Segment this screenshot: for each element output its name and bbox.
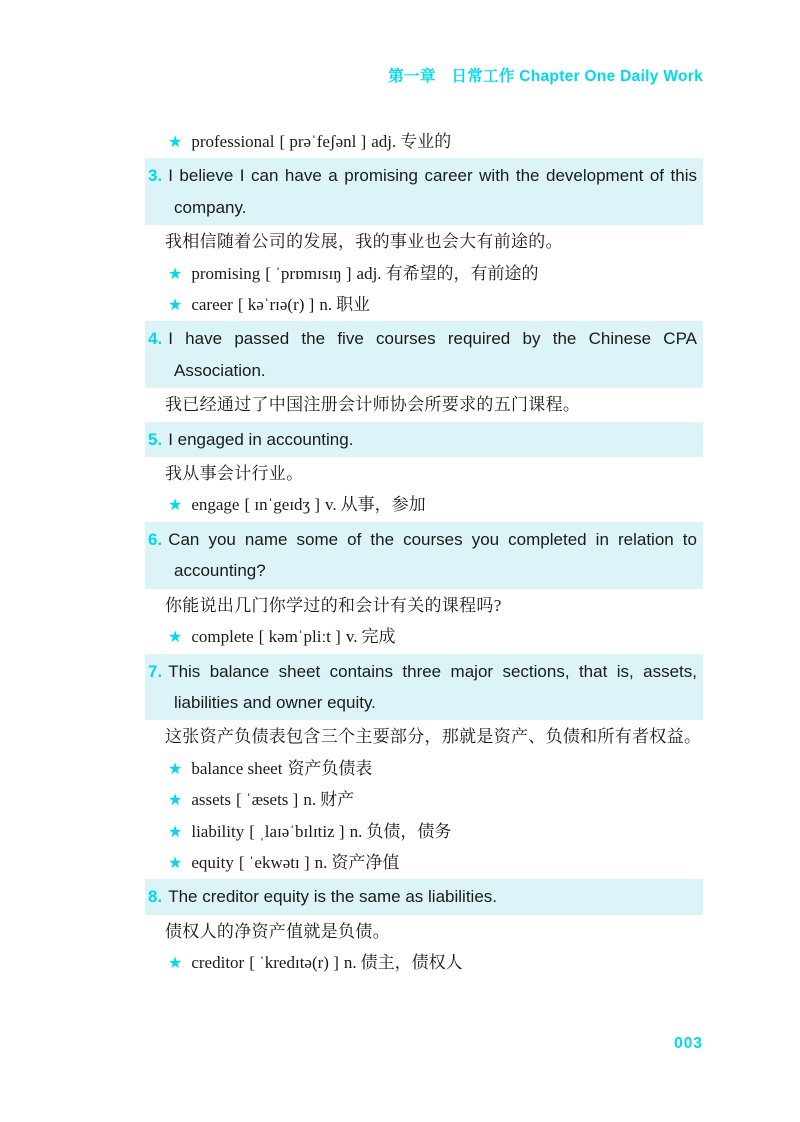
example-sentence — [145, 522, 703, 589]
vocab-meaning: 职业 — [336, 295, 371, 315]
star-icon: ★ — [168, 852, 183, 872]
vocab-pos: adj. — [371, 132, 397, 151]
vocab-entry — [145, 289, 703, 320]
vocab-entry — [145, 784, 703, 815]
sentence-text: The creditor equity is the same as liabilities. — [168, 887, 497, 907]
vocab-pos: adj. — [356, 263, 382, 283]
vocab-phonetic: [ ˈkredɪtə(r) ] — [249, 953, 339, 973]
vocab-word: promising — [191, 263, 261, 283]
vocab-phonetic: [ kəˈrɪə(r) ] — [237, 295, 315, 315]
example-sentence — [145, 654, 703, 721]
vocab-meaning: 从事，参加 — [340, 495, 426, 515]
sentence-text: Can you name some of the courses you completed in relation to accounting? — [168, 529, 697, 581]
vocab-phonetic: [ ɪnˈgeɪdʒ ] — [244, 495, 321, 515]
vocab-meaning: 财产 — [320, 790, 355, 810]
sentence-translation: 我已经通过了中国注册会计师协会所要求的五门课程。 — [165, 395, 581, 415]
sentence-text: This balance sheet contains three major sections, that is, assets, liabilities and owner equity. — [168, 661, 697, 712]
sentence-translation: 这张资产负债表包含三个主要部分，那就是资产、负债和所有者权益。 — [165, 727, 702, 747]
sentence-translation: 你能说出几门你学过的和会计有关的课程吗? — [165, 595, 502, 615]
vocab-word: assets — [191, 790, 232, 810]
vocab-word: liability — [191, 821, 245, 841]
vocab-entry — [145, 947, 703, 978]
sentence-number: 6. — [148, 529, 163, 549]
vocab-entry — [145, 847, 703, 878]
vocab-phonetic: [ ˈekwətɪ ] — [238, 852, 310, 872]
sentence-text: I have passed the five courses required by the Chinese CPA Association. — [168, 329, 697, 380]
vocab-pos: n. — [319, 295, 333, 315]
vocab-entry — [145, 621, 703, 652]
vocab-pos: n. — [314, 852, 328, 872]
star-icon: ★ — [168, 495, 183, 515]
sentence-translation: 我相信随着公司的发展，我的事业也会大有前途的。 — [165, 232, 563, 252]
star-icon: ★ — [168, 132, 183, 151]
vocab-entry — [145, 126, 703, 157]
sentence-text: I believe I can have a promising career with the development of this company. — [168, 166, 697, 217]
example-sentence — [145, 422, 703, 457]
star-icon: ★ — [168, 821, 183, 841]
example-sentence — [145, 158, 703, 225]
example-sentence — [145, 879, 703, 914]
vocab-word: professional — [191, 132, 275, 151]
vocab-meaning: 资产净值 — [331, 852, 400, 872]
chapter-header: 第一章 日常工作 Chapter One Daily Work — [388, 68, 703, 85]
star-icon: ★ — [168, 263, 183, 283]
vocab-word: career — [191, 295, 233, 315]
vocab-meaning: 完成 — [361, 627, 396, 647]
vocab-entry — [145, 258, 703, 289]
vocab-pos: n. — [303, 790, 317, 810]
star-icon: ★ — [168, 790, 183, 810]
vocab-pos: v. — [325, 495, 337, 515]
vocab-word: equity — [191, 852, 234, 872]
sentence-translation: 债权人的净资产值就是负债。 — [165, 921, 390, 941]
page-number: 003 — [674, 1035, 703, 1052]
vocab-meaning: 负债，债务 — [366, 821, 452, 841]
vocab-phonetic: [ ˌlaɪəˈbɪlɪtiz ] — [249, 821, 345, 841]
sentence-number: 5. — [148, 429, 163, 449]
vocab-word: creditor — [191, 953, 245, 973]
vocab-pos: v. — [345, 627, 358, 647]
vocab-pos: n. — [349, 821, 363, 841]
star-icon: ★ — [168, 295, 183, 315]
vocab-pos: n. — [343, 953, 357, 973]
vocab-word: balance sheet — [191, 758, 283, 778]
star-icon: ★ — [168, 758, 183, 778]
vocab-phonetic: [ ˈæsets ] — [236, 790, 299, 810]
star-icon: ★ — [168, 627, 183, 647]
vocab-word: complete — [191, 627, 254, 647]
vocab-meaning: 资产负债表 — [287, 758, 373, 778]
page-content — [145, 126, 703, 979]
vocab-meaning: 专业的 — [400, 132, 452, 151]
star-icon: ★ — [168, 953, 183, 973]
sentence-text: I engaged in accounting. — [168, 429, 354, 449]
sentence-number: 3. — [148, 166, 163, 186]
sentence-number: 7. — [148, 661, 163, 681]
example-sentence — [145, 321, 703, 388]
vocab-entry — [145, 816, 703, 847]
vocab-entry — [145, 753, 703, 784]
sentence-number: 8. — [148, 887, 163, 907]
vocab-phonetic: [ ˈprɒmɪsɪŋ ] — [265, 263, 352, 283]
sentence-translation: 我从事会计行业。 — [165, 464, 304, 484]
vocab-entry — [145, 489, 703, 520]
vocab-meaning: 债主，债权人 — [360, 953, 463, 973]
vocab-phonetic: [ prəˈfeʃənl ] — [279, 132, 367, 151]
sentence-number: 4. — [148, 329, 163, 349]
vocab-meaning: 有希望的，有前途的 — [385, 263, 539, 283]
vocab-phonetic: [ kəmˈpliːt ] — [258, 627, 341, 647]
vocab-word: engage — [191, 495, 240, 515]
